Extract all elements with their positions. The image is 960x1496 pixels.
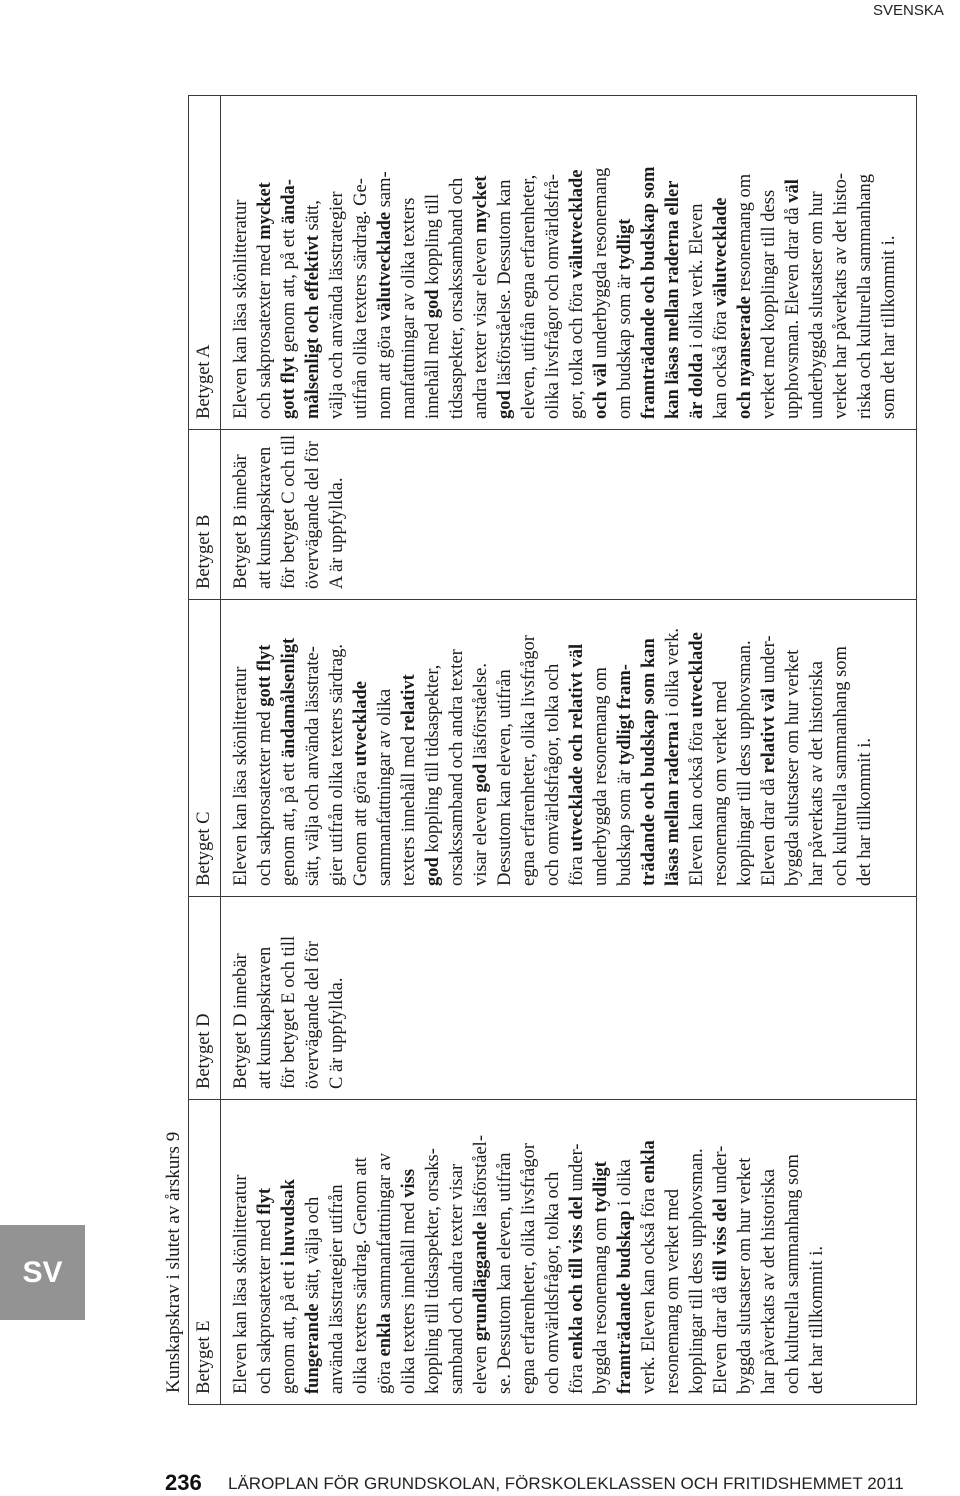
text-line <box>781 600 805 886</box>
text-line <box>277 600 301 886</box>
bold-text-run: framträdande och budskap som <box>639 166 659 419</box>
text-run: föra <box>567 851 587 886</box>
text-line <box>805 1100 829 1394</box>
text-line <box>445 600 469 886</box>
text-line <box>229 600 253 886</box>
text-line <box>301 600 325 886</box>
grade-d-column <box>189 896 916 1099</box>
text-run: resonemang om <box>735 173 755 297</box>
text-line <box>757 96 781 419</box>
bold-text-run: enkla <box>375 1313 395 1357</box>
text-line <box>517 96 541 419</box>
bold-text-run: viss <box>399 1168 419 1198</box>
text-line <box>661 96 685 419</box>
text-line <box>469 96 493 419</box>
text-line <box>325 430 349 589</box>
text-run: riska och kulturella sammanhang <box>855 173 875 419</box>
text-run: att kunskapskraven <box>255 446 275 589</box>
text-line <box>517 1100 541 1394</box>
bold-text-run: framträdande budskap <box>615 1210 635 1394</box>
text-run: och kulturella sammanhang som <box>783 1154 803 1394</box>
text-run: egna erfarenheter, olika livsfrågor <box>519 1143 539 1394</box>
text-line <box>229 430 253 589</box>
text-run: under- <box>711 1145 731 1199</box>
text-run: kopplingar till dess upphovsman. <box>735 640 755 886</box>
grade-c-criteria <box>221 600 877 896</box>
section-label: SVENSKA <box>873 2 944 19</box>
text-line <box>301 1100 325 1394</box>
text-run: sätt, <box>303 200 323 236</box>
text-run: genom att, på ett <box>279 224 299 357</box>
grade-a-header: Betyget A <box>189 96 221 429</box>
text-line <box>733 96 757 419</box>
bold-text-run: mycket <box>471 175 491 234</box>
text-run: för betyget C och till <box>279 434 299 589</box>
grade-e-header: Betyget E <box>189 1100 221 1404</box>
text-run: koppling till tidsaspekter, orsaks- <box>423 1148 443 1394</box>
table-title: Kunskapskrav i slutet av årskurs 9 <box>163 1131 184 1393</box>
bold-text-run: och väl <box>591 362 611 419</box>
text-line <box>397 1100 421 1394</box>
text-run: texters innehåll med <box>399 731 419 886</box>
bold-text-run: tydligt <box>591 1161 611 1213</box>
text-run: övervägande del för <box>303 941 323 1089</box>
text-line <box>421 600 445 886</box>
bold-text-run: målsenligt och effektivt <box>303 235 323 419</box>
text-line <box>469 600 493 886</box>
text-run: sammanfattningar av olika <box>375 688 395 886</box>
text-line <box>757 1100 781 1394</box>
grade-b-column <box>189 429 916 599</box>
text-run: underbyggda resonemang <box>591 167 611 363</box>
text-line <box>637 600 661 886</box>
text-run: Betyget D innebär <box>231 953 251 1089</box>
bold-text-run: är dolda <box>687 353 707 419</box>
text-line <box>613 1100 637 1394</box>
bold-text-run: kan läsas mellan raderna eller <box>663 180 683 419</box>
text-run: det har tillkommit i. <box>855 738 875 886</box>
text-run: upphovsman. Eleven drar då <box>783 202 803 419</box>
text-line <box>709 600 733 886</box>
bold-text-run: grundläggande <box>471 1221 491 1342</box>
text-run: gor, tolka och föra <box>567 278 587 419</box>
text-run: och sakprosatexter med <box>255 706 275 886</box>
bold-text-run: god <box>471 763 491 793</box>
text-run: genom att, på ett <box>279 758 299 886</box>
text-line <box>493 600 517 886</box>
text-run: verket med kopplingar till dess <box>759 189 779 419</box>
text-run: Eleven kan läsa skönlitteratur <box>231 666 251 886</box>
text-run: i olika verk. Eleven <box>687 203 707 354</box>
text-run: som det har tillkommit i. <box>879 235 899 419</box>
text-run: och omvärldsfrågor, tolka och <box>543 663 563 886</box>
bold-text-run: väl <box>783 179 803 203</box>
text-run: olika livsfrågor och omvärldsfrå- <box>543 173 563 419</box>
text-line <box>589 600 613 886</box>
subject-tab <box>0 1225 85 1320</box>
text-line <box>253 600 277 886</box>
bold-text-run: utvecklade <box>351 680 371 767</box>
text-line <box>325 96 349 419</box>
text-line <box>613 96 637 419</box>
text-line <box>445 96 469 419</box>
text-line <box>229 96 253 419</box>
text-run: genom att, på ett <box>279 1266 299 1394</box>
text-run: kan också föra <box>711 306 731 419</box>
bold-text-run: enkla och till viss del <box>567 1196 587 1360</box>
text-run: egna erfarenheter, olika livsfrågor <box>519 635 539 886</box>
text-run: olika texters innehåll med <box>399 1197 419 1394</box>
text-run: Genom att göra <box>351 766 371 886</box>
bold-text-run: i huvudsak <box>279 1179 299 1267</box>
text-run: eleven, utifrån egna erfarenheter, <box>519 174 539 419</box>
text-run: underbyggda slutsatser om hur <box>807 191 827 419</box>
text-run: för betyget E och till <box>279 935 299 1089</box>
text-run: eleven <box>471 1341 491 1394</box>
text-run: olika texters särdrag. Genom att <box>351 1157 371 1394</box>
bold-text-run: trädande och budskap som kan <box>639 638 659 886</box>
text-line <box>253 430 277 589</box>
bold-text-run: enkla <box>639 1140 659 1184</box>
text-line <box>229 897 253 1089</box>
text-line <box>805 600 829 886</box>
text-line <box>541 600 565 886</box>
text-line <box>877 96 901 419</box>
bold-text-run: ändamålsenligt <box>279 637 299 759</box>
text-line <box>445 1100 469 1394</box>
text-line <box>541 1100 565 1394</box>
text-run: Eleven kan också föra <box>687 717 707 886</box>
bold-text-run: till viss del <box>711 1198 731 1282</box>
text-run: läsförståelse. <box>471 663 491 764</box>
text-line <box>781 96 805 419</box>
text-run: byggda slutsatser om hur verket <box>735 1157 755 1394</box>
text-line <box>277 1100 301 1394</box>
bold-text-run: god <box>423 857 443 886</box>
text-line <box>253 1100 277 1394</box>
bold-text-run: relativt väl <box>759 688 779 774</box>
page-footer <box>165 1471 955 1495</box>
bold-text-run: mycket <box>255 182 275 240</box>
text-run: föra <box>567 1359 587 1394</box>
text-run: A är uppfyllda. <box>327 477 347 589</box>
text-run: samband och andra texter visar <box>447 1163 467 1394</box>
text-line <box>685 600 709 886</box>
bold-text-run: flyt <box>255 1187 275 1215</box>
text-run: Eleven drar då <box>759 773 779 886</box>
text-run: tidsaspekter, orsakssamband och <box>447 177 467 419</box>
text-line <box>565 96 589 419</box>
grade-b-header: Betyget B <box>189 430 221 599</box>
text-line <box>229 1100 253 1394</box>
text-line <box>637 1100 661 1394</box>
text-line <box>565 600 589 886</box>
text-run: sätt, välja och <box>303 1196 323 1304</box>
text-line <box>709 96 733 419</box>
text-run: och sakprosatexter med <box>255 239 275 419</box>
text-run: och kulturella sammanhang som <box>831 646 851 886</box>
text-line <box>301 897 325 1089</box>
grade-d-header: Betyget D <box>189 897 221 1099</box>
text-run: i olika verk. <box>663 628 683 722</box>
text-line <box>613 600 637 886</box>
text-run: Eleven drar då <box>711 1281 731 1394</box>
bold-text-run: fungerande <box>303 1303 323 1394</box>
text-run: utifrån olika texters särdrag. Ge- <box>351 178 371 419</box>
text-line <box>277 430 301 589</box>
text-run: verket har påverkats av det histo- <box>831 172 851 419</box>
text-run: under- <box>567 1143 587 1197</box>
text-run: innehåll med <box>423 318 443 419</box>
text-line <box>733 1100 757 1394</box>
text-run: koppling till <box>423 193 443 290</box>
text-run: andra texter visar eleven <box>471 233 491 419</box>
text-line <box>493 1100 517 1394</box>
text-run: och sakprosatexter med <box>255 1214 275 1394</box>
text-line <box>421 1100 445 1394</box>
text-run: har påverkats av det historiska <box>807 660 827 886</box>
bold-text-run: utvecklade <box>687 632 707 718</box>
text-line <box>853 600 877 886</box>
text-run: har påverkats av det historiska <box>759 1168 779 1394</box>
text-line <box>277 96 301 419</box>
bold-text-run: relativt <box>399 674 419 732</box>
footer-title: LÄROPLAN FÖR GRUNDSKOLAN, FÖRSKOLEKLASSEN OCH FRITIDSHEMMET 2011 <box>228 1474 904 1493</box>
text-line <box>829 96 853 419</box>
bold-text-run: gott flyt <box>279 356 299 419</box>
text-line <box>661 600 685 886</box>
text-line <box>469 1100 493 1394</box>
text-run: nom att göra <box>375 320 395 419</box>
text-run: om budskap som är <box>615 269 635 419</box>
grade-a-column <box>189 96 916 429</box>
text-line <box>829 600 853 886</box>
text-run: visar eleven <box>471 792 491 886</box>
text-run: att kunskapskraven <box>255 946 275 1089</box>
text-line <box>685 1100 709 1394</box>
text-line <box>517 600 541 886</box>
bold-text-run: tydligt fram- <box>615 664 635 766</box>
subject-tab-label: SV <box>22 1255 63 1289</box>
bold-text-run: god <box>423 289 443 319</box>
text-line <box>781 1100 805 1394</box>
bold-text-run: tydligt <box>615 218 635 270</box>
grade-a-criteria <box>221 96 901 429</box>
text-run: läsförståel- <box>471 1135 491 1222</box>
bold-text-run: utvecklade och relativt väl <box>567 643 587 852</box>
text-run: sam- <box>375 171 395 212</box>
grade-c-header: Betyget C <box>189 600 221 896</box>
text-line <box>253 96 277 419</box>
page-number: 236 <box>165 1470 202 1495</box>
text-line <box>301 96 325 419</box>
text-line <box>253 897 277 1089</box>
text-line <box>373 96 397 419</box>
text-line <box>853 96 877 419</box>
text-run: koppling till tidsaspekter, <box>423 664 443 858</box>
text-line <box>349 96 373 419</box>
grade-e-criteria <box>221 1100 829 1404</box>
text-line <box>733 600 757 886</box>
grade-e-column <box>189 1099 916 1404</box>
text-line <box>565 1100 589 1394</box>
text-run: byggda resonemang om <box>591 1212 611 1394</box>
text-run: sammanfattningar av <box>375 1153 395 1314</box>
text-line <box>373 1100 397 1394</box>
text-run: kopplingar till dess upphovsman. <box>687 1148 707 1394</box>
grade-d-criteria <box>221 897 349 1099</box>
text-run: Betyget B innebär <box>231 454 251 589</box>
text-run: gier utifrån olika texters särdrag. <box>327 644 347 886</box>
text-run: Dessutom kan eleven, utifrån <box>495 669 515 886</box>
text-line <box>325 1100 349 1394</box>
text-run: byggda slutsatser om hur verket <box>783 649 803 886</box>
bold-text-run: och nyanserade <box>735 296 755 419</box>
text-run: underbyggda resonemang om <box>591 667 611 886</box>
text-line <box>397 600 421 886</box>
bold-text-run: välutvecklade <box>567 169 587 279</box>
text-run: verk. Eleven kan också föra <box>639 1183 659 1394</box>
text-run: resonemang om verket med <box>663 1189 683 1394</box>
criteria-table-block <box>160 95 920 1405</box>
text-line <box>541 96 565 419</box>
text-run: det har tillkommit i. <box>807 1246 827 1394</box>
text-run: göra <box>375 1356 395 1394</box>
text-line <box>805 96 829 419</box>
criteria-table <box>188 95 917 1405</box>
bold-text-run: välutvecklade <box>711 197 731 307</box>
text-run: under- <box>759 635 779 689</box>
text-run: i olika <box>615 1159 635 1211</box>
text-run: Eleven kan läsa skönlitteratur <box>231 1174 251 1394</box>
text-run: manfattningar av olika texters <box>399 197 419 419</box>
text-run: använda lässtrategier utifrån <box>327 1184 347 1394</box>
text-line <box>349 1100 373 1394</box>
text-run: C är uppfyllda. <box>327 977 347 1089</box>
text-line <box>685 96 709 419</box>
text-line <box>373 600 397 886</box>
text-line <box>589 1100 613 1394</box>
bold-text-run: läsas mellan raderna <box>663 721 683 886</box>
text-run: resonemang om verket med <box>711 681 731 886</box>
text-run: och omvärldsfrågor, tolka och <box>543 1171 563 1394</box>
grade-b-criteria <box>221 430 349 599</box>
text-line <box>709 1100 733 1394</box>
text-line <box>661 1100 685 1394</box>
bold-text-run: välutvecklade <box>375 211 395 321</box>
text-run: budskap som är <box>615 765 635 886</box>
bold-text-run: ända- <box>279 179 299 225</box>
text-line <box>397 96 421 419</box>
text-run: sätt, välja och använda lässtrate- <box>303 646 323 886</box>
text-line <box>277 897 301 1089</box>
text-run: Eleven kan läsa skönlitteratur <box>231 199 251 419</box>
text-run: övervägande del för <box>303 441 323 589</box>
text-run: välja och använda lässtrategier <box>327 191 347 419</box>
text-line <box>325 897 349 1089</box>
text-line <box>589 96 613 419</box>
grade-c-column <box>189 599 916 896</box>
text-line <box>493 96 517 419</box>
text-line <box>421 96 445 419</box>
text-line <box>301 430 325 589</box>
bold-text-run: god <box>495 390 515 419</box>
bold-text-run: gott flyt <box>255 644 275 707</box>
text-line <box>349 600 373 886</box>
text-run: se. Dessutom kan eleven, utifrån <box>495 1152 515 1394</box>
text-line <box>325 600 349 886</box>
text-line <box>757 600 781 886</box>
text-run: läsförståelse. Dessutom kan <box>495 179 515 391</box>
text-run: orsakssamband och andra texter <box>447 649 467 886</box>
text-line <box>637 96 661 419</box>
